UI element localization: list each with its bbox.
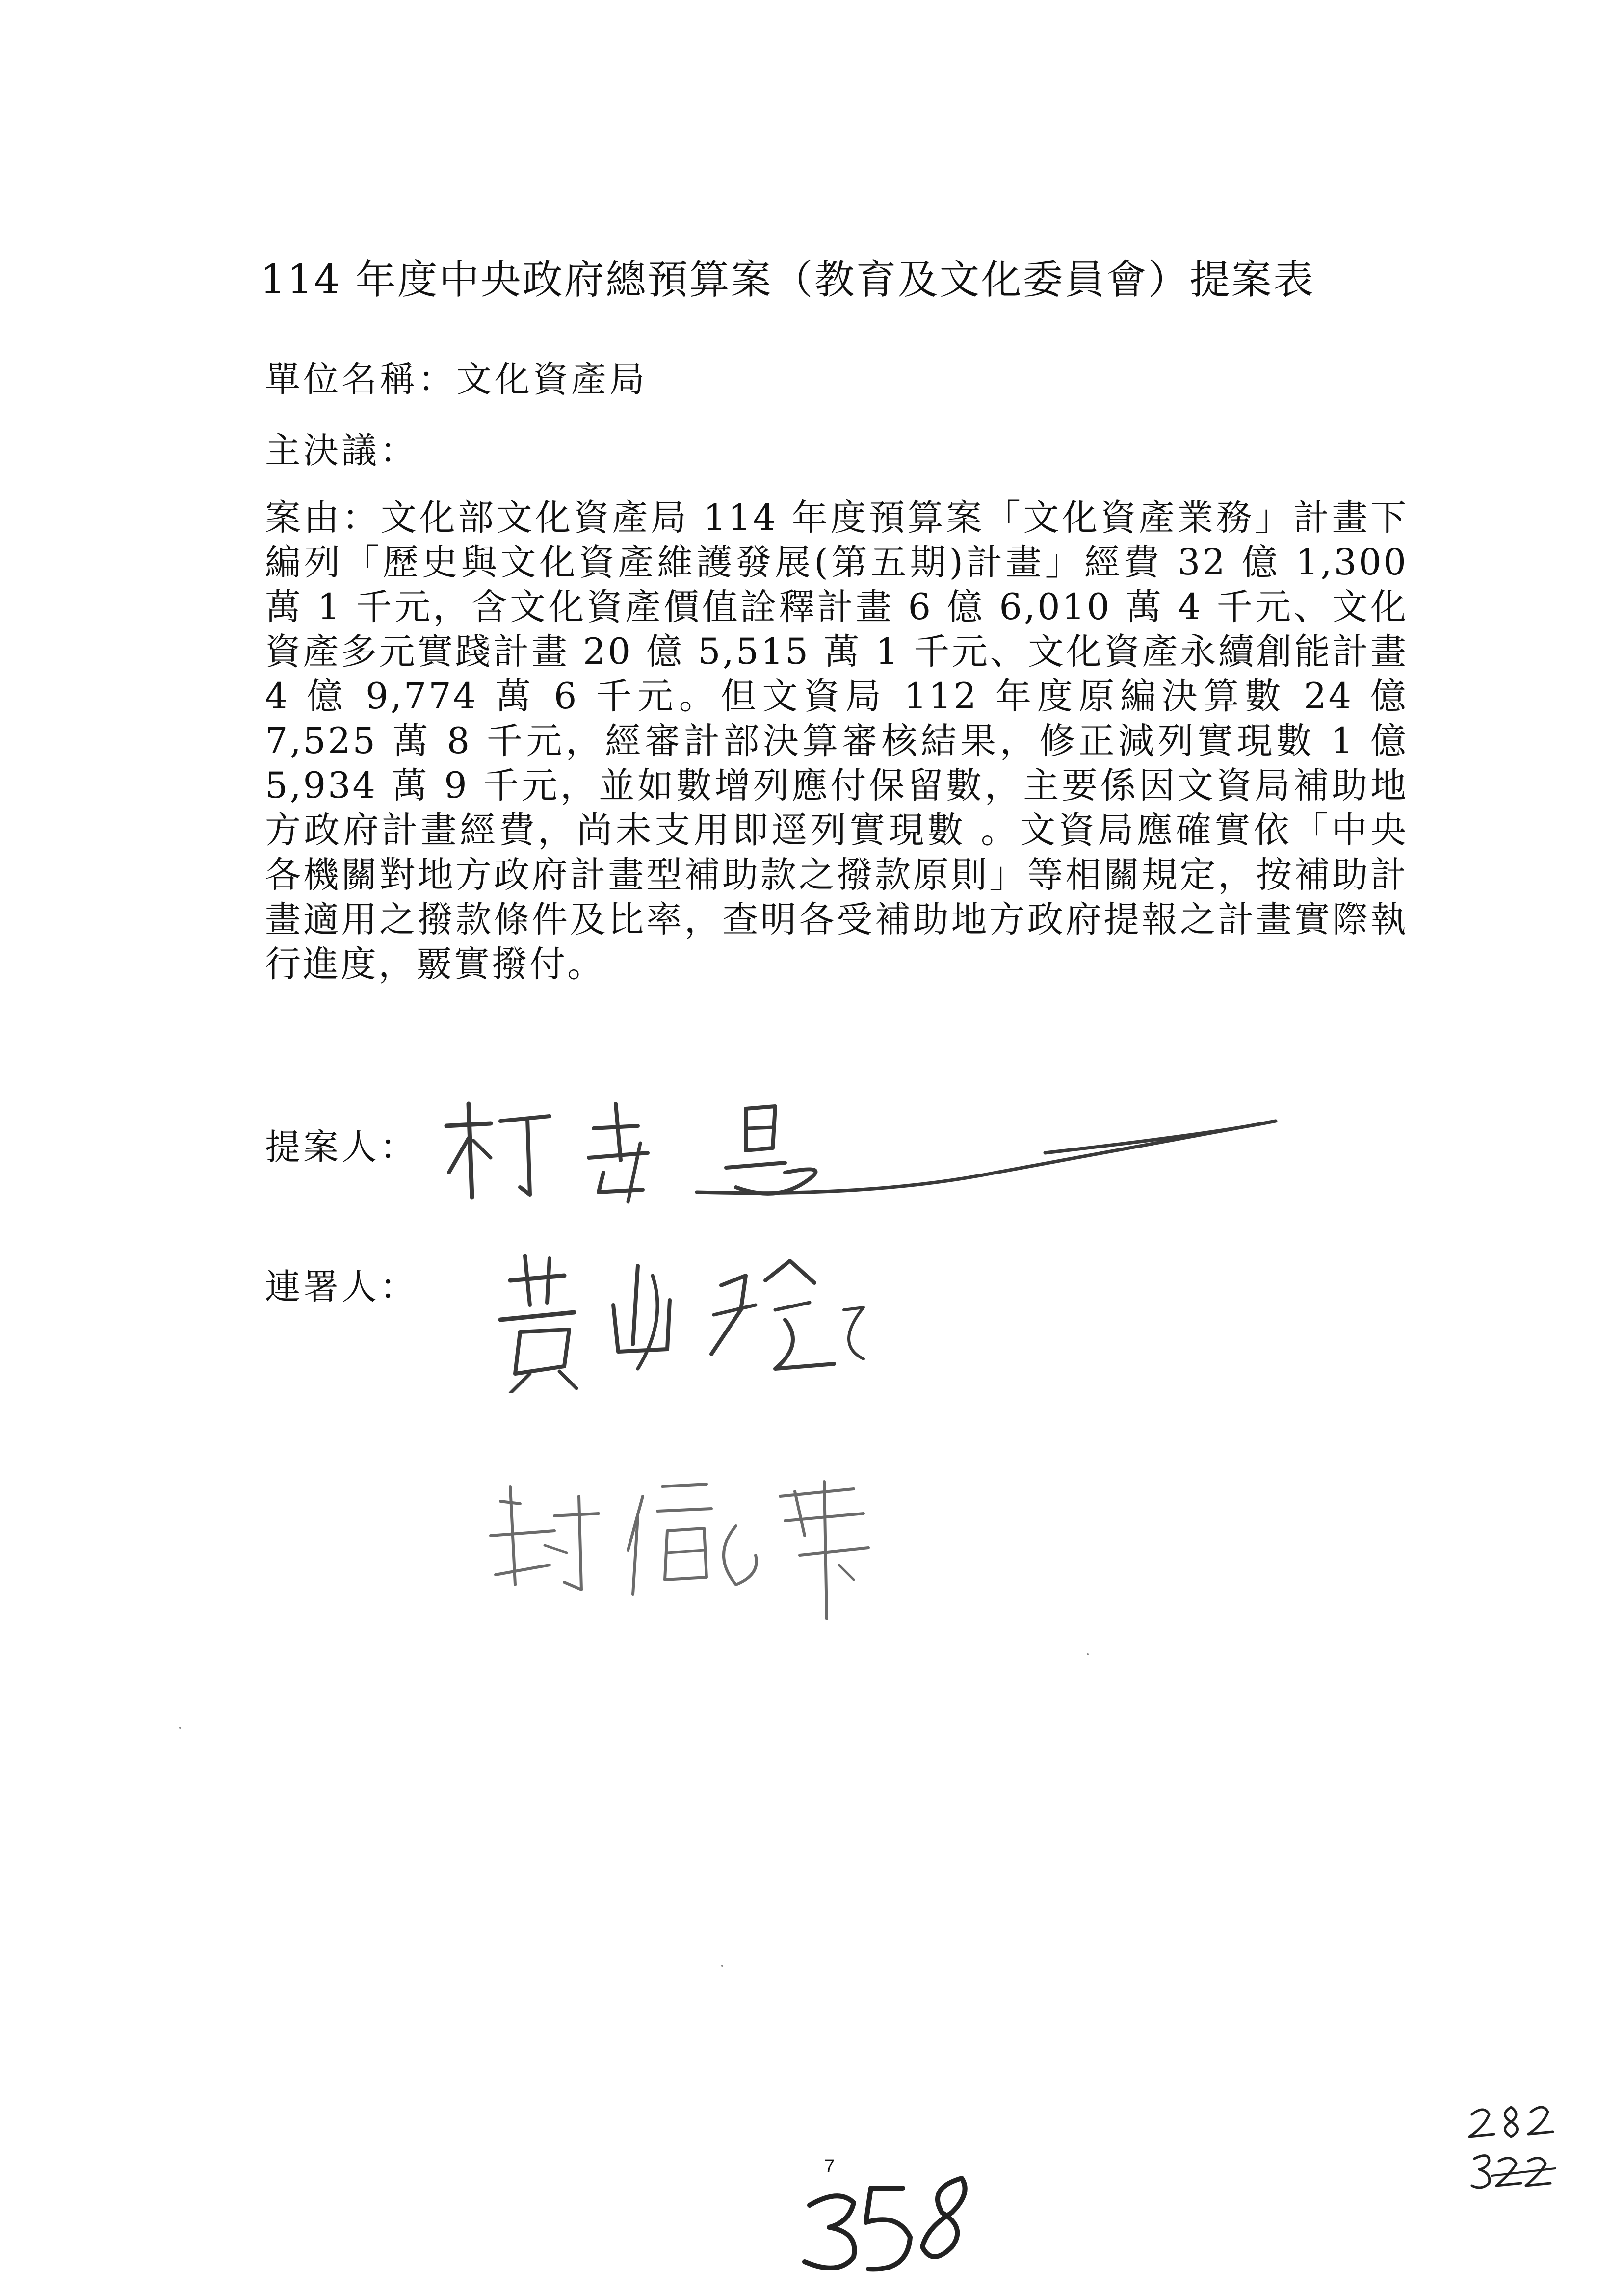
cosigner-signature-1 (491, 1246, 893, 1393)
scan-speck (721, 1965, 723, 1967)
proposal-body-text: 案由：文化部文化資產局 114 年度預算案「文化資產業務」計畫下編列「歷史與文化資產維護發展(第五期)計畫」經費 32 億 1,300 萬 1 千元，含文化資產價值詮釋計畫 6 億 6,010 萬 4 千元、文化資產多元實踐計畫 20 億 5,515 萬 1 千元、文化資產永續創能計畫 4 億 9,774 萬 6 千元。但文資局 112 年度原編決算數 24 億 7,525 萬 8 千元，經審計部決算審核結果，修正減列實現數 1 億 5,934 萬 9 千元，並如數增列應付保留數，主要係因文資局補助地方政府計畫經費，尚未支用即逕列實現數 。文資局應確實依「中央各機關對地方政府計畫型補助款之撥款原則」等相關規定，按補助計畫適用之撥款條件及比率，查明各受補助地方政府提報之計畫實際執行進度，覈實撥付。 (265, 497, 1408, 985)
proposer-signature (432, 1074, 1315, 1241)
scan-speck (179, 1727, 181, 1729)
cosigner-label: 連署人： (265, 1266, 419, 1307)
document-title: 114 年度中央政府總預算案（教育及文化委員會）提案表 (260, 257, 1315, 303)
main-resolution-label: 主決議： (265, 430, 419, 471)
handwritten-margin-note (1462, 2095, 1570, 2203)
handwritten-page-number (795, 2159, 991, 2286)
proposer-label: 提案人： (265, 1126, 419, 1168)
cosigner-signature-2 (481, 1467, 952, 1629)
scan-speck (1087, 1653, 1089, 1655)
page-number: 7 (824, 2156, 835, 2177)
unit-name-line: 單位名稱：文化資產局 (265, 359, 648, 400)
